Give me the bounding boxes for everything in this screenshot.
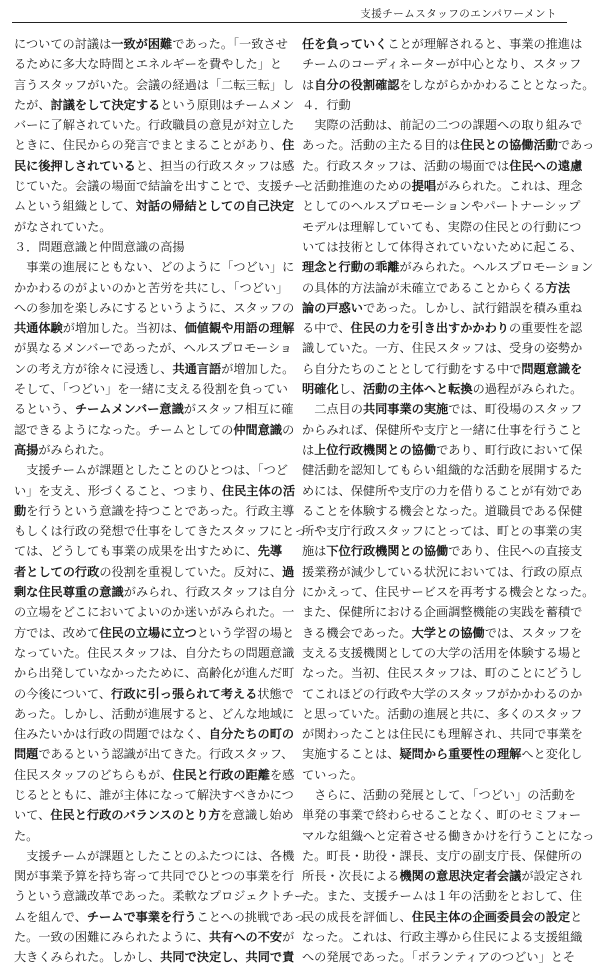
- body-text: からみれば、保健所や支庁と一緒に仕事を行うこと: [302, 422, 583, 437]
- text-line: [14, 866, 295, 886]
- body-text: という学習の場と: [196, 625, 295, 640]
- emphasized-text: 自分の役割確認: [314, 77, 400, 92]
- text-line: [302, 765, 564, 785]
- text-line: [302, 846, 583, 866]
- text-line: [14, 176, 307, 196]
- emphasized-text: 問題意識を: [521, 361, 583, 376]
- emphasized-text: 大学との協働: [411, 625, 485, 640]
- body-text: ては、どうしても事業の成果を出すために、: [14, 544, 258, 559]
- text-line: [14, 460, 288, 480]
- emphasized-text: 対話の帰結としての自己決定: [135, 199, 295, 214]
- emphasized-text: 者としての行政: [14, 564, 100, 579]
- body-text: 健活動を認知してもらい組織的な活動を展開するた: [302, 463, 583, 478]
- emphasized-text: 住民主体の活: [221, 483, 296, 498]
- body-text: 民の成長を評価し、: [302, 909, 412, 924]
- body-text: としてのヘルスプロモーションやパートナーシップ: [302, 199, 581, 214]
- body-text: の役割を重視していた。反対に、: [99, 564, 283, 579]
- body-text: あった。活動の主たる目的は: [302, 138, 461, 153]
- emphasized-text: 上位行政機関との協働: [314, 442, 437, 457]
- body-text: がみられた。: [38, 442, 112, 457]
- body-text: るという、: [14, 402, 75, 417]
- text-line: [14, 521, 307, 541]
- body-text: た。町長・助役・課長、支庁の副支庁長、保健所の: [302, 848, 583, 863]
- body-text: た。: [14, 828, 39, 843]
- text-line: [302, 663, 583, 683]
- text-line: [302, 135, 595, 155]
- text-line: [14, 420, 295, 440]
- text-line: [302, 196, 581, 216]
- body-text: の過程がみられた。: [472, 382, 583, 397]
- emphasized-text: チームメンバー意識: [74, 402, 184, 417]
- body-text: もしくは行政の発想で仕事をしてきたスタッフにとっ: [14, 524, 307, 539]
- emphasized-text: 住民との協働活動: [460, 138, 558, 153]
- body-text: また、保健所における企画調整機能の実践を蓄積で: [302, 605, 583, 620]
- body-text: かかわるのがよいのかと苦労を共にし、「つどい」: [14, 280, 289, 295]
- running-header-title: 支援チームスタッフのエンパワーメント: [360, 8, 557, 20]
- body-text: たが、: [14, 97, 51, 112]
- emphasized-text: 先導: [257, 544, 283, 559]
- body-text: へと変化し: [521, 747, 583, 762]
- text-line: [14, 318, 295, 338]
- text-line: [14, 684, 294, 704]
- emphasized-text: 方法: [545, 280, 571, 295]
- body-text: ３．問題意識と仲間意識の高揚: [14, 239, 185, 254]
- page-header: [0, 0, 579, 24]
- text-line: [302, 623, 583, 643]
- emphasized-text: 共同で決定し、共同で責: [160, 950, 295, 965]
- emphasized-text: 住民の力を引き出すかかわり: [350, 321, 509, 336]
- body-text: であった。「一致させ: [172, 37, 288, 51]
- emphasized-text: 問題: [14, 747, 39, 762]
- body-text: ムを組んで、: [14, 909, 87, 924]
- emphasized-text: 仲間意識: [233, 422, 283, 437]
- body-text: では、町役場のスタッフ: [448, 402, 583, 417]
- text-line: [302, 582, 595, 602]
- text-line: [302, 318, 583, 338]
- body-text: であるという認識が出てきた。行政スタッフ、: [38, 747, 294, 762]
- body-text: の具体的方法論が未確立であることからくる: [302, 280, 546, 295]
- emphasized-text: 過: [282, 564, 295, 579]
- body-text: マルな組織へと定着させる働きかけを行うことになっ: [302, 828, 595, 843]
- text-line: [14, 907, 306, 927]
- emphasized-text: 住民への遠慮: [509, 158, 583, 173]
- body-text: が増加した。当初は、: [62, 321, 185, 336]
- body-text: うという意識改革であった。柔軟なプロジェクトチー: [14, 889, 307, 904]
- text-line: [302, 399, 583, 419]
- body-text: ていった。: [302, 767, 363, 782]
- body-text: の立場をどこにおいてよいのか迷いがみられた。一: [14, 605, 295, 620]
- text-line: [14, 886, 307, 906]
- text-line: [302, 866, 583, 886]
- body-text: 援業務が減少している状況においては、行政の原点: [302, 564, 583, 579]
- body-text: 認できるようになった。チームとしての: [14, 422, 234, 437]
- body-text: ことへの挑戦であっ: [196, 909, 306, 924]
- text-line: [302, 785, 576, 805]
- body-text: 支援チームが課題としたことのふたつには、各機: [26, 848, 295, 863]
- text-line: [14, 582, 296, 602]
- body-text: がなされていた。: [14, 219, 112, 234]
- emphasized-text: 明確化: [302, 382, 339, 397]
- body-text: 事業の進展にともない、どのように「つどい」に: [26, 260, 295, 275]
- body-text: ることを体験する機会となった。道職員である保健: [302, 503, 583, 518]
- body-text: ンの考え方が徐々に浸透し、: [14, 361, 173, 376]
- body-text: を感: [269, 767, 295, 782]
- emphasized-text: 機関の意思決定者会議: [399, 869, 522, 884]
- body-text: であり、住民への直接支: [448, 544, 583, 559]
- text-line: [302, 115, 583, 135]
- text-line: [14, 765, 295, 785]
- body-text: じるとともに、誰が主体になって解決すべきかにつ: [14, 787, 294, 802]
- body-text: は: [302, 77, 315, 92]
- body-text: 二点目の: [314, 402, 363, 417]
- body-text: 所や支庁行政スタッフにとっては、町との事業の実: [302, 524, 583, 539]
- text-line: [302, 744, 583, 764]
- body-text: が増加した。: [221, 361, 295, 376]
- text-line: [302, 907, 583, 927]
- text-line: [14, 704, 295, 724]
- text-line: [302, 359, 583, 379]
- body-text: るために多大な時間とエネルギーを費やした」と: [14, 57, 283, 72]
- right-text-column: [302, 34, 595, 965]
- body-text: ムという組織として、: [14, 199, 136, 214]
- emphasized-text: 剰な住民尊重の意識: [14, 585, 124, 600]
- left-text-column: [14, 34, 307, 965]
- body-text: の今後について、: [14, 686, 112, 701]
- emphasized-text: 提唱: [411, 179, 437, 194]
- text-line: [14, 481, 296, 501]
- body-text: は: [302, 442, 315, 457]
- body-text: が: [282, 930, 295, 945]
- body-text: を行うという意識を持つことであった。行政主導: [26, 503, 295, 518]
- body-text: と、担当の行政スタッフは感: [135, 158, 295, 173]
- text-line: [14, 399, 294, 419]
- text-line: [14, 947, 295, 967]
- text-line: [14, 338, 292, 358]
- body-text: めには、保健所や支庁の力を借りることが有効であ: [302, 483, 583, 498]
- body-text: と: [570, 909, 583, 924]
- body-text: をしながらかかわることとなった。: [399, 77, 595, 92]
- emphasized-text: 民に後押しされている: [14, 158, 136, 173]
- body-text: ときに、住民からの発言でまとまることがあり、: [14, 138, 283, 153]
- body-text: ら自分たちのこととして行動をする中で: [302, 361, 522, 376]
- body-text: の重要性を認: [508, 321, 583, 336]
- emphasized-text: 自分たちの町の: [208, 727, 295, 742]
- body-text: がみられた。ヘルスプロモーション: [399, 260, 594, 275]
- text-line: [14, 501, 295, 521]
- body-text: 支える支援機関としての大学の活用を体験する場と: [302, 645, 583, 660]
- text-line: [302, 379, 583, 399]
- emphasized-text: 住民と行政の距離: [172, 767, 270, 782]
- body-text: 住民スタッフのどちらもが、: [14, 767, 173, 782]
- body-text: 言うスタッフがいた。会議の経過は「二転三転」し: [14, 77, 295, 92]
- text-line: [14, 54, 283, 74]
- emphasized-text: 価値観や用語の理解: [184, 321, 295, 336]
- text-line: [14, 541, 283, 561]
- body-text: た。また、支援チームは１年の活動をとおして、住: [302, 889, 583, 904]
- text-line: [14, 663, 295, 683]
- emphasized-text: 論の戸惑い: [302, 300, 363, 315]
- emphasized-text: 行政に引っ張られて考える: [111, 686, 258, 701]
- text-line: [14, 927, 295, 947]
- body-text: と活動推進のための: [302, 179, 412, 194]
- body-text: た。一致の困難にみられたように、: [14, 930, 209, 945]
- body-text: が設定され: [521, 869, 583, 884]
- text-line: [14, 135, 295, 155]
- text-line: [302, 156, 583, 176]
- body-text: し、: [338, 382, 363, 397]
- text-line: [302, 886, 583, 906]
- text-line: [302, 826, 595, 846]
- text-line: [302, 217, 582, 237]
- body-text: であった。しかし、試行錯誤を積み重ね: [362, 300, 583, 315]
- text-line: [302, 481, 583, 501]
- body-text: であっ: [557, 138, 595, 153]
- text-line: [14, 196, 295, 216]
- body-text: てこれほどの行政や大学のスタッフがかかわるのか: [302, 686, 583, 701]
- body-text: であり、町行政において保: [436, 442, 583, 457]
- body-text: ことが理解されると、事業の推進は: [387, 37, 583, 51]
- text-line: [302, 257, 594, 277]
- body-text: いて、: [14, 808, 51, 823]
- text-line: [14, 115, 295, 135]
- body-text: 実際の活動は、前記の二つの課題への取り組みで: [314, 118, 583, 133]
- text-line: [302, 927, 583, 947]
- emphasized-text: 疑問から重要性の理解: [399, 747, 522, 762]
- emphasized-text: 任を負っていく: [302, 37, 388, 51]
- text-line: [302, 54, 582, 74]
- body-text: チームのコーディネーターが中心となり、スタッフ: [302, 57, 582, 72]
- text-line: [14, 156, 295, 176]
- text-line: [14, 278, 289, 298]
- body-text: た。行政スタッフは、活動の場面では: [302, 158, 510, 173]
- text-line: [14, 75, 295, 95]
- text-line: [14, 95, 295, 115]
- text-line: [302, 95, 564, 115]
- emphasized-text: 討議をして決定する: [50, 97, 161, 112]
- text-line: [302, 278, 571, 298]
- emphasized-text: 共通体験: [14, 321, 63, 336]
- text-line: [302, 440, 583, 460]
- body-text: を意識し始め: [220, 808, 294, 823]
- emphasized-text: 動: [14, 503, 27, 518]
- text-line: [14, 359, 295, 379]
- body-text: への参加を楽しみにするというように、スタッフの: [14, 300, 295, 315]
- body-text: 単発の事業で終わらせることなく、町のセミフォー: [302, 808, 582, 823]
- header-divider: [12, 22, 567, 23]
- body-text: 状態で: [257, 686, 294, 701]
- body-text: なった。当初、住民スタッフは、町のことにどうし: [302, 666, 583, 681]
- emphasized-text: 高揚: [14, 442, 39, 457]
- body-text: への発展であった。「ボランティアのつどい」とそ: [302, 950, 576, 965]
- text-line: [302, 521, 583, 541]
- text-line: [14, 562, 295, 582]
- emphasized-text: 共有への不安: [209, 930, 283, 945]
- text-line: [302, 501, 583, 521]
- body-text: では、スタッフを: [484, 625, 583, 640]
- text-line: [302, 643, 583, 663]
- text-line: [302, 338, 583, 358]
- text-line: [302, 805, 582, 825]
- body-text: いては技術として体得されていないために起こる、: [302, 239, 583, 254]
- emphasized-text: 理念と行動の乖離: [302, 260, 400, 275]
- text-line: [302, 602, 583, 622]
- text-line: [302, 684, 583, 704]
- body-text: なった。これは、行政主導から住民による支援組織: [302, 930, 583, 945]
- text-line: [302, 176, 583, 196]
- body-text: がみられ、行政スタッフは自分: [123, 585, 296, 600]
- text-line: [302, 298, 583, 318]
- text-line: [302, 34, 583, 54]
- text-line: [302, 237, 583, 257]
- emphasized-text: 住: [282, 138, 295, 153]
- emphasized-text: 活動の主体へと転換: [362, 382, 473, 397]
- body-text: なっていた。住民スタッフは、自分たちの問題意識: [14, 645, 295, 660]
- body-text: 実施することは、: [302, 747, 400, 762]
- text-line: [14, 602, 295, 622]
- text-line: [14, 379, 288, 399]
- body-text: の: [282, 422, 295, 437]
- body-text: 方では、改めて: [14, 625, 100, 640]
- body-text: ４．行動: [302, 97, 351, 112]
- body-text: 識していた。一方、住民スタッフは、受身の姿勢か: [302, 341, 583, 356]
- text-line: [302, 420, 583, 440]
- emphasized-text: 下位行政機関との協働: [326, 544, 449, 559]
- body-text: が異なるメンバーであったが、ヘルスプロモーショ: [14, 341, 292, 356]
- text-line: [14, 826, 276, 846]
- text-line: [14, 805, 294, 825]
- body-text: 住みたいかは行政の問題ではなく、: [14, 727, 209, 742]
- text-line: [302, 460, 583, 480]
- body-text: あった。しかし、活動が進展すると、どんな地域に: [14, 706, 295, 721]
- body-text: と思っていた。活動の進展と共に、多くのスタッフ: [302, 706, 583, 721]
- text-line: [14, 724, 295, 744]
- text-line: [14, 643, 295, 663]
- text-line: [14, 785, 294, 805]
- body-text: じていた。会議の場面で結論を出すことで、支援チー: [14, 179, 307, 194]
- text-line: [302, 75, 595, 95]
- body-text: さらに、活動の発展として、「つどい」の活動を: [314, 787, 576, 802]
- text-line: [302, 704, 583, 724]
- body-text: 関が事業予算を持ち寄って共同でひとつの事業を行: [14, 869, 295, 884]
- body-text: そして、「つどい」を一緒に支える役割を負ってい: [14, 382, 288, 397]
- body-text: きる機会であった。: [302, 625, 412, 640]
- body-text: がみられた。これは、理念: [436, 179, 583, 194]
- body-text: る中で、: [302, 321, 351, 336]
- body-text: がスタッフ相互に確: [183, 402, 294, 417]
- body-text: についての討議は: [14, 37, 112, 51]
- body-text: にかえって、住民サービスを再考する機会となった。: [302, 585, 595, 600]
- emphasized-text: 共通言語: [172, 361, 222, 376]
- body-text: 支援チームが課題としたことのひとつは、「つど: [26, 463, 288, 478]
- text-line: [302, 541, 583, 561]
- body-text: モデルは理解していても、実際の住民との行動につ: [302, 219, 582, 234]
- text-line: [14, 298, 295, 318]
- text-line: [14, 440, 276, 460]
- text-line: [302, 724, 583, 744]
- text-line: [302, 562, 583, 582]
- text-line: [14, 623, 295, 643]
- text-line: [14, 217, 276, 237]
- emphasized-text: 住民主体の企画委員会の設定: [411, 909, 571, 924]
- body-text: から出発していなかったために、高齢化が進んだ町: [14, 666, 295, 681]
- text-line: [14, 744, 294, 764]
- body-text: バーに了解されていた。行政職員の意見が対立した: [14, 118, 295, 133]
- text-line: [14, 846, 295, 866]
- emphasized-text: 住民と行政のバランスのとり方: [50, 808, 221, 823]
- text-line: [302, 947, 576, 967]
- emphasized-text: チームで事業を行う: [86, 909, 197, 924]
- body-text: い」を支え、形づくること、つまり、: [14, 483, 222, 498]
- emphasized-text: 共同事業の実施: [362, 402, 449, 417]
- emphasized-text: 住民の立場に立つ: [99, 625, 197, 640]
- text-line: [14, 257, 295, 277]
- text-line: [14, 34, 288, 54]
- emphasized-text: 一致が困難: [111, 37, 173, 51]
- body-text: 所長・次長による: [302, 869, 400, 884]
- text-line: [14, 237, 276, 257]
- body-text: が関わったことは住民にも理解され、共同で事業を: [302, 727, 583, 742]
- body-text: という原則はチームメン: [160, 97, 295, 112]
- body-text: 大きくみられた。しかし、: [14, 950, 161, 965]
- body-text: 施は: [302, 544, 327, 559]
